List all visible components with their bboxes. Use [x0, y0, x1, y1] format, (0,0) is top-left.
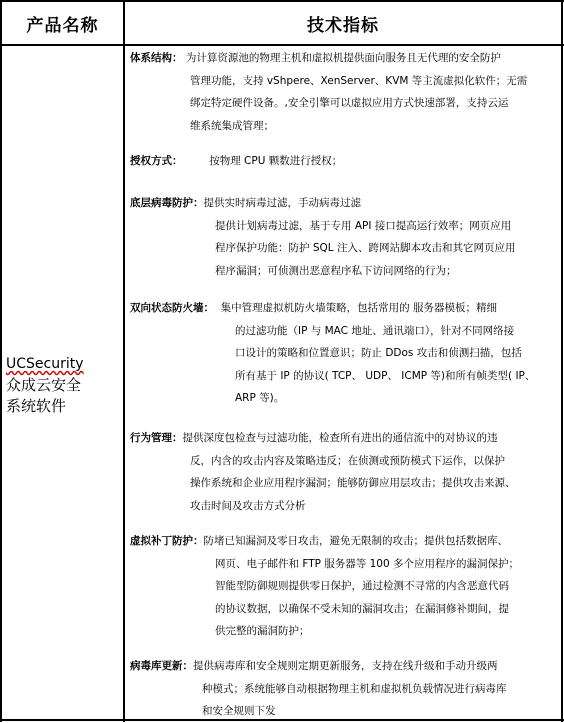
spec-firewall [130, 297, 558, 410]
product-name-cn-1: 众成云安全 [6, 376, 82, 394]
spec-line: 所有基于 IP 的协议( TCP、 UDP、 ICMP 等)和所有帧类型( IP、 [235, 369, 536, 382]
spec-line: 提供深度包检查与过滤功能，检查所有进出的通信流中的对协议的违 [182, 432, 498, 444]
spec-line: 管理功能，支持 vShpere、XenServer、KVM 等主流虚拟化软件；无需 [190, 74, 528, 87]
spec-antivirus [130, 192, 558, 282]
spec-line: 种模式；系统能够自动根据物理主机和虚拟机负载情况进行病毒库 [202, 682, 507, 695]
spec-line: 操作系统和企业应用程序漏洞；能够防御应用层攻击；提供攻击来源、 [190, 477, 516, 489]
spec-line: 为计算资源池的物理主机和虚拟机提供面向服务且无代理的安全防护 [182, 52, 501, 64]
spec-licensing [130, 150, 558, 173]
spec-architecture [130, 47, 558, 137]
spec-line: 防堵已知漏洞及零日攻击，避免无限制的攻击；提供包括数据库、 [203, 535, 508, 547]
spec-line: 绑定特定硬件设备。,安全引擎可以虚拟应用方式快速部署，支持云运 [190, 97, 509, 109]
spec-line: 攻击时间及攻击方式分析 [190, 499, 306, 512]
header-tech-specs-text: 技术指标 [307, 15, 379, 36]
product-name [6, 354, 118, 417]
spec-line: 维系统集成管理； [190, 119, 274, 132]
spec-label: 授权方式： [130, 155, 183, 167]
spec-line: ARP 等)。 [235, 392, 285, 404]
spec-label: 双向状态防火墙： [130, 302, 214, 314]
spec-label: 虚拟补丁防护： [130, 535, 204, 547]
spec-line: 按物理 CPU 颗数进行授权； [182, 155, 343, 167]
header-product-name-text: 产品名称 [26, 15, 99, 36]
spec-line: 提供病毒库和安全规则定期更新服务，支持在线升级和手动升级两 [193, 660, 498, 672]
spec-line: 的过滤功能（IP 与 MAC 地址、通讯端口），针对不同网络接 [235, 324, 515, 337]
spec-label: 体系结构： [130, 52, 183, 64]
spec-virtual-patch [130, 530, 558, 643]
spec-line: 提供计划病毒过滤，基于专用 API 接口提高运行效率；网页应用 [215, 219, 512, 232]
spec-line: 和安全规则下发 [202, 705, 276, 717]
product-name-cn-2: 系统软件 [6, 397, 67, 415]
spec-line: 的协议数据，以确保不受未知的漏洞攻击；在漏洞修补期间，提 [215, 602, 509, 615]
spec-line: 供完整的漏洞防护； [215, 625, 310, 637]
spec-line: 程序漏洞；可侦测出恶意程序私下访问网络的行为； [215, 264, 457, 277]
spec-label: 底层病毒防护： [130, 197, 204, 209]
spec-line: 程序保护功能：防护 SQL 注入、跨网站脚本攻击和其它网页应用 [215, 242, 516, 254]
spec-behavior-mgmt [130, 427, 558, 517]
header-product-name [2, 0, 123, 46]
spec-label: 病毒库更新： [130, 660, 193, 672]
spec-virus-db-update [130, 655, 558, 723]
table-border-right [561, 0, 563, 722]
spec-line: 提供实时病毒过滤，手动病毒过滤 [203, 197, 361, 209]
spec-line: 反，内含的攻击内容及策略违反；在侦测或预防模式下运作，以保护 [190, 454, 505, 467]
spec-line: 网页、电子邮件和 FTP 服务器等 100 多个应用程序的漏洞保护； [215, 557, 519, 570]
spec-line: 集中管理虚拟机防火墙策略，包括常用的 服务器模板；精细 [214, 302, 498, 314]
spec-line: 口设计的策略和位置意识；防止 DDos 攻击和侦测扫描，包括 [235, 347, 522, 359]
product-name-en: UCSecurity [6, 356, 84, 372]
header-tech-specs [125, 0, 561, 46]
spec-label: 行为管理： [130, 432, 183, 444]
spec-line: 智能型防御规则提供零日保护，通过检测不寻常的内含恶意代码 [215, 580, 509, 592]
